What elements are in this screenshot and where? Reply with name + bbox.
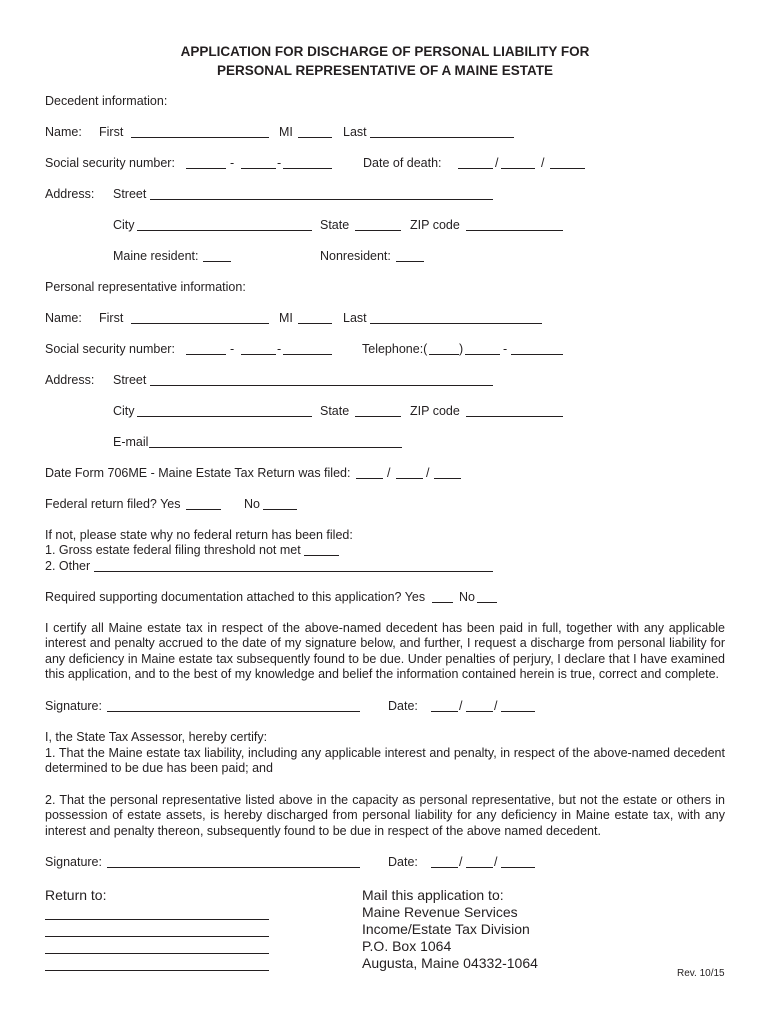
rep-ssn-part1[interactable]: [186, 343, 226, 355]
nonresident-label: Nonresident:: [320, 249, 391, 263]
rep-mi-field[interactable]: [298, 312, 332, 324]
slash: /: [459, 855, 463, 869]
dod-year-field[interactable]: [550, 157, 585, 169]
phone-prefix-field[interactable]: [465, 343, 500, 355]
decedent-city-field[interactable]: [137, 219, 312, 231]
certification-paragraph: I certify all Maine estate tax in respect of the above-named decedent has been paid in full, together with any applicable interest and penalty accrued to the date of my signature below, and further, I request a discharge from personal liability for any deficiency in Maine estate tax subsequently found to be due. Under penalties of perjury, I declare that I have examined this application, and to the best of my knowledge and belief the information contained herein is true, correct and complete.: [45, 621, 725, 682]
federal-no-field[interactable]: [263, 498, 297, 510]
rep-last-label: Last: [343, 311, 367, 325]
rep-street-label: Street: [113, 373, 147, 387]
rep-email-label: E-mail: [113, 435, 149, 449]
docs-no-label: No: [459, 590, 475, 604]
signature-label: Signature:: [45, 699, 102, 713]
rep-telephone-label: Telephone:(: [362, 342, 428, 356]
reason2-field[interactable]: [94, 560, 493, 572]
rep-street-field[interactable]: [150, 374, 493, 386]
rep-ssn-part2[interactable]: [241, 343, 276, 355]
decedent-name-label: Name:: [45, 125, 82, 139]
rep-first-label: First: [99, 311, 124, 325]
decedent-mi-label: MI: [279, 125, 293, 139]
rep-last-field[interactable]: [370, 312, 542, 324]
assessor-line: I, the State Tax Assessor, hereby certify:: [45, 730, 268, 744]
date-month-field[interactable]: [431, 700, 458, 712]
return-address-line2[interactable]: [45, 936, 269, 937]
decedent-street-label: Street: [113, 187, 147, 201]
dash: -: [277, 342, 282, 356]
decedent-first-field[interactable]: [131, 126, 269, 138]
rep-zip-label: ZIP code: [410, 404, 460, 418]
phone-area-field[interactable]: [429, 343, 459, 355]
dash: -: [230, 342, 235, 356]
federal-yes-field[interactable]: [186, 498, 221, 510]
assessor-item1: 1. That the Maine estate tax liability, including any applicable interest and penalty, in respect of the above-named decedent determined to be due has been paid; and: [45, 746, 725, 776]
rep-name-label: Name:: [45, 311, 82, 325]
date-label: Date:: [388, 699, 418, 713]
revision-label: Rev. 10/15: [677, 968, 725, 979]
rep-ssn-label: Social security number:: [45, 342, 175, 356]
rep-first-field[interactable]: [131, 312, 269, 324]
return-address-line1[interactable]: [45, 919, 269, 920]
decedent-city-label: City: [113, 218, 135, 232]
decedent-zip-field[interactable]: [466, 219, 563, 231]
assessor-item2: 2. That the personal representative listed above in the capacity as personal representative, but not the estate or others in possession of estate assets, is hereby discharged from personal liability for any deficiency in Maine estate tax, with any interest and penalty thereon, subsequently found to be due in respect of the above named decedent.: [45, 793, 725, 838]
signature2-field[interactable]: [107, 856, 360, 868]
decedent-ssn-part2[interactable]: [241, 157, 276, 169]
form706-month-field[interactable]: [356, 467, 383, 479]
federal-return-label: Federal return filed? Yes: [45, 497, 181, 511]
dash: -: [503, 342, 508, 356]
docs-yes-field[interactable]: [432, 591, 453, 603]
mail-line: Maine Revenue Services: [362, 904, 518, 920]
nonresident-field[interactable]: [396, 250, 424, 262]
rep-state-field[interactable]: [355, 405, 401, 417]
slash: /: [495, 156, 499, 170]
maine-resident-field[interactable]: [203, 250, 231, 262]
slash: /: [387, 466, 391, 480]
docs-label: Required supporting documentation attached to this application? Yes: [45, 590, 426, 604]
decedent-address-label: Address:: [45, 187, 95, 201]
rep-address-label: Address:: [45, 373, 95, 387]
decedent-ssn-part3[interactable]: [283, 157, 332, 169]
date2-month-field[interactable]: [431, 856, 458, 868]
decedent-state-label: State: [320, 218, 350, 232]
rep-mi-label: MI: [279, 311, 293, 325]
docs-no-field[interactable]: [477, 591, 497, 603]
slash: /: [426, 466, 430, 480]
date2-day-field[interactable]: [466, 856, 493, 868]
decedent-zip-label: ZIP code: [410, 218, 460, 232]
decedent-header: Decedent information:: [45, 94, 168, 108]
maine-resident-label: Maine resident:: [113, 249, 199, 263]
date-year-field[interactable]: [501, 700, 535, 712]
return-address-line4[interactable]: [45, 970, 269, 971]
mail-line: Income/Estate Tax Division: [362, 921, 530, 937]
form706-label: Date Form 706ME - Maine Estate Tax Return was filed:: [45, 466, 351, 480]
decedent-ssn-label: Social security number:: [45, 156, 175, 170]
mail-line: Augusta, Maine 04332-1064: [362, 955, 538, 971]
ifnot-line: If not, please state why no federal return has been filed:: [45, 528, 353, 542]
slash: /: [494, 699, 498, 713]
form706-day-field[interactable]: [396, 467, 423, 479]
form706-year-field[interactable]: [434, 467, 461, 479]
reason1-field[interactable]: [304, 544, 339, 556]
return-to-label: Return to:: [45, 887, 107, 903]
date-of-death-label: Date of death:: [363, 156, 442, 170]
form-title-line1: APPLICATION FOR DISCHARGE OF PERSONAL LIABILITY FOR: [180, 44, 590, 59]
form-title-line2: PERSONAL REPRESENTATIVE OF A MAINE ESTATE: [216, 63, 554, 78]
dash: -: [277, 156, 282, 170]
decedent-state-field[interactable]: [355, 219, 401, 231]
return-address-line3[interactable]: [45, 953, 269, 954]
dod-month-field[interactable]: [458, 157, 493, 169]
date-day-field[interactable]: [466, 700, 493, 712]
rep-header: Personal representative information:: [45, 280, 246, 294]
slash: /: [541, 156, 545, 170]
mail-line: Mail this application to:: [362, 887, 504, 903]
slash: /: [494, 855, 498, 869]
paren: ): [459, 342, 464, 356]
dod-day-field[interactable]: [501, 157, 535, 169]
rep-state-label: State: [320, 404, 350, 418]
date2-label: Date:: [388, 855, 418, 869]
federal-no-label: No: [244, 497, 260, 511]
mail-line: P.O. Box 1064: [362, 938, 452, 954]
rep-ssn-part3[interactable]: [283, 343, 332, 355]
slash: /: [459, 699, 463, 713]
decedent-ssn-part1[interactable]: [186, 157, 226, 169]
decedent-last-field[interactable]: [370, 126, 514, 138]
decedent-first-label: First: [99, 125, 124, 139]
decedent-mi-field[interactable]: [298, 126, 332, 138]
phone-line-field[interactable]: [511, 343, 563, 355]
signature2-label: Signature:: [45, 855, 102, 869]
dash: -: [230, 156, 235, 170]
rep-city-field[interactable]: [137, 405, 312, 417]
decedent-street-field[interactable]: [150, 188, 493, 200]
rep-email-field[interactable]: [149, 436, 402, 448]
rep-city-label: City: [113, 404, 135, 418]
decedent-last-label: Last: [343, 125, 367, 139]
signature-field[interactable]: [107, 700, 360, 712]
reason1-label: 1. Gross estate federal filing threshold not met: [45, 543, 301, 557]
reason2-label: 2. Other: [45, 559, 91, 573]
date2-year-field[interactable]: [501, 856, 535, 868]
rep-zip-field[interactable]: [466, 405, 563, 417]
